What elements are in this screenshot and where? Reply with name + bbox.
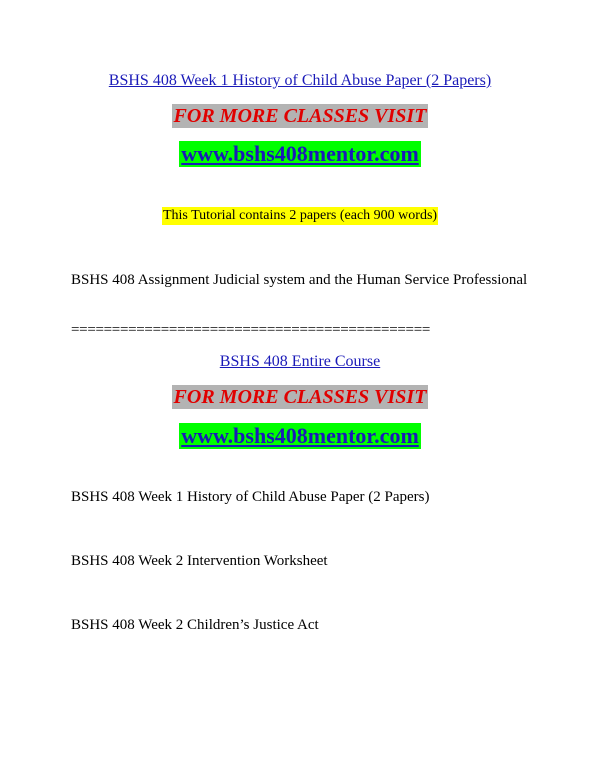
site-link-row-2 [0, 423, 600, 449]
title-link[interactable]: BSHS 408 Week 1 History of Child Abuse Paper (2 Papers) [108, 72, 492, 89]
site-link-2[interactable]: www.bshs408mentor.com [181, 423, 419, 448]
separator-line: ============================================ [71, 322, 431, 338]
visit-banner-2: FOR MORE CLASSES VISIT [173, 386, 427, 408]
assignment-paragraph [71, 271, 529, 289]
course-link-row [0, 353, 600, 371]
title-link-row [0, 72, 600, 90]
course-link[interactable]: BSHS 408 Entire Course [219, 353, 381, 370]
assignment-text: BSHS 408 Assignment Judicial system and the Human Service Professional [71, 272, 528, 288]
visit-banner-row [0, 104, 600, 128]
tutorial-note: This Tutorial contains 2 papers (each 900 words) [162, 208, 438, 223]
list-item: BSHS 408 Week 2 Children’s Justice Act [71, 617, 319, 633]
visit-banner: FOR MORE CLASSES VISIT [173, 105, 427, 127]
list-item: BSHS 408 Week 2 Intervention Worksheet [71, 553, 328, 569]
site-link[interactable]: www.bshs408mentor.com [181, 141, 419, 166]
site-link-row [0, 141, 600, 167]
visit-banner-row-2 [0, 385, 600, 409]
list-item: BSHS 408 Week 1 History of Child Abuse Paper (2 Papers) [71, 489, 430, 505]
tutorial-note-row [0, 206, 600, 225]
